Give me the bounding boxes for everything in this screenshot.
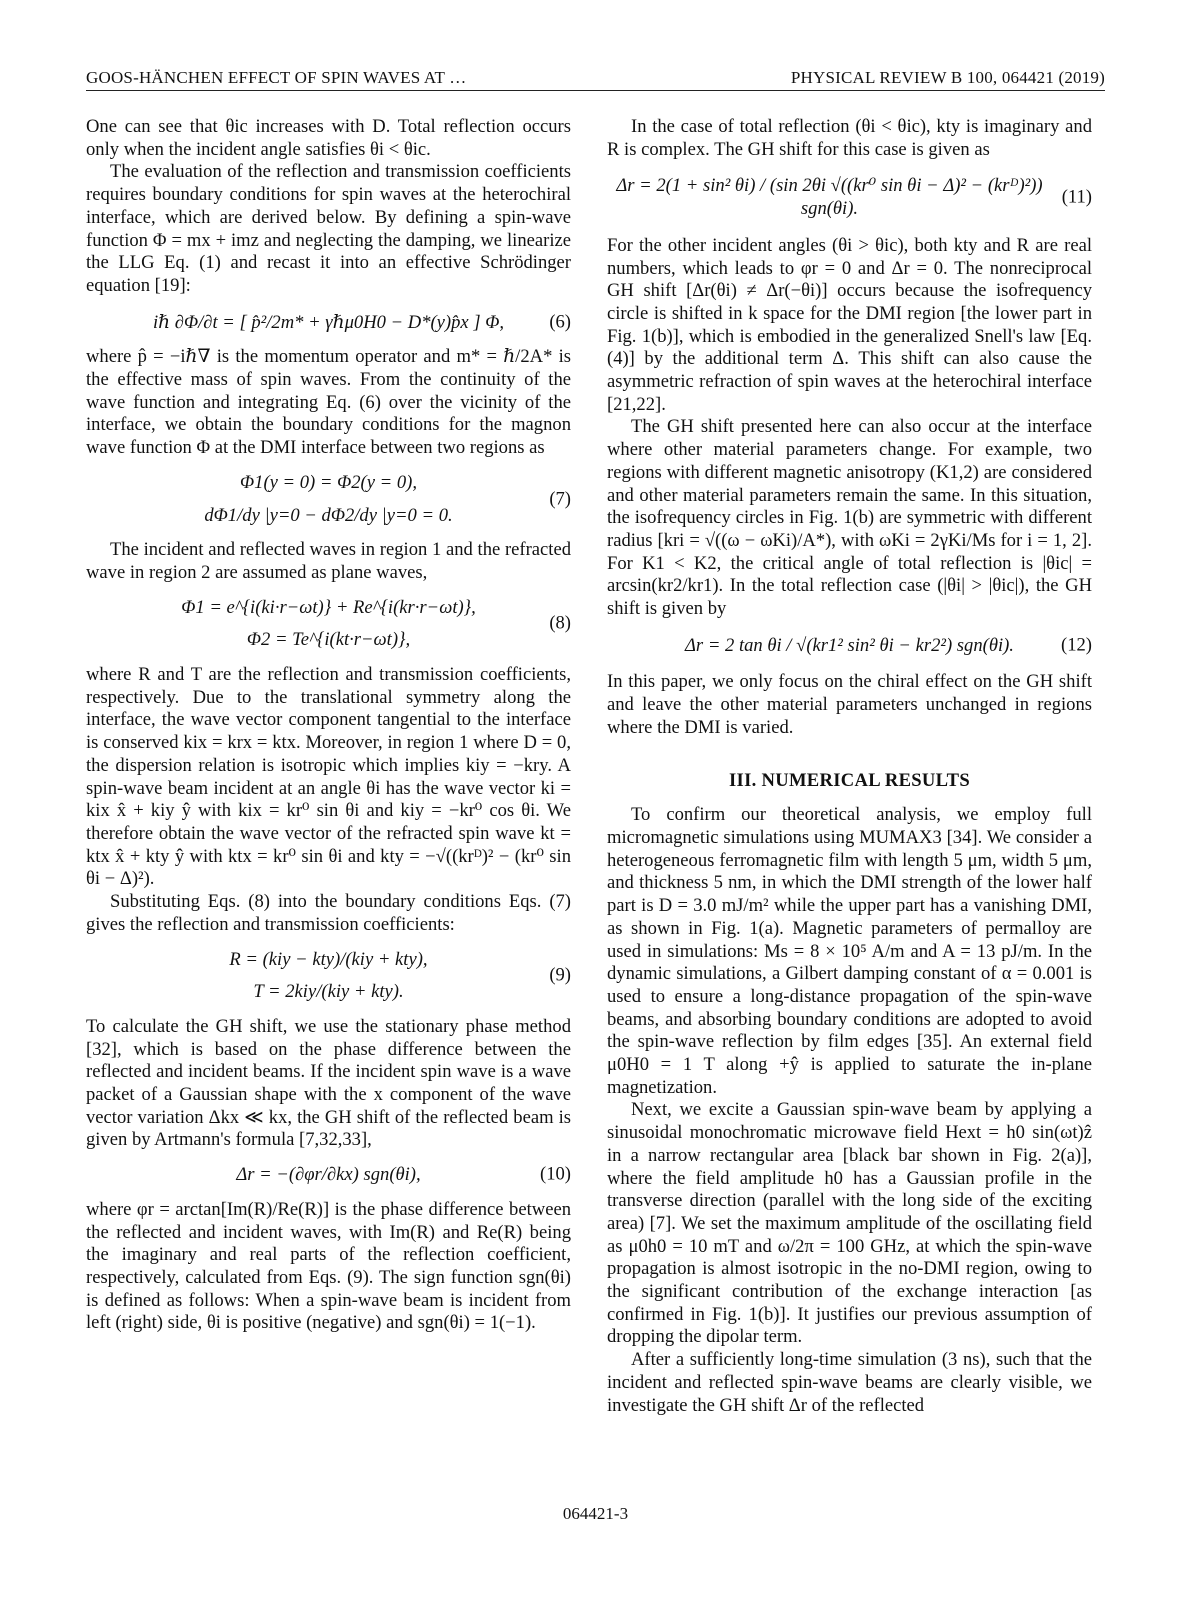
equation-body: iℏ ∂Φ/∂t = [ p̂²/2m* + γℏμ0H0 − D*(y)p̂x ] Φ,: [152, 311, 505, 333]
equation-line: R = (kiy − kty)/(kiy + kty),: [229, 948, 428, 970]
equation-line: Φ1(y = 0) = Φ2(y = 0),: [240, 471, 417, 493]
paragraph: To confirm our theoretical analysis, we employ full micromagnetic simulations using MUMAX3 [34]. We consider a heterogeneous ferromagnetic film with length 5 μm, width 5 μm, and thickness 5 nm, in which the DMI strength of the lower half part is D = 3.0 mJ/m² while the upper part has a vanishing DMI, as shown in Fig. 1(a). Magnetic parameters of permalloy are used in simulations: Ms = 8 × 10⁵ A/m and A = 13 pJ/m. In the dynamic simulations, a Gilbert damping constant of α = 0.001 is used to ensure a long-distance propagation of the spin-wave beams, and absorbing boundary conditions are adopted to avoid the spin-wave reflection by film edges [35]. An external field μ0H0 = 1 T along +ŷ is applied to saturate the in-plane magnetization.: [607, 804, 1092, 1098]
equation-6: [86, 312, 571, 335]
paragraph: For the other incident angles (θi > θic), both kty and R are real numbers, which leads to φr = 0 and Δr = 0. The nonreciprocal GH shift [Δr(θi) ≠ Δr(−θi)] occurs because the isofrequency circle is shifted in k space for the DMI region [the lower part in Fig. 1(b)], which is embodied in the generalized Snell's law [Eq. (4)] by the additional term Δ. This shift can also cause the asymmetric refraction of spin waves at the heterochiral interface [21,22].: [607, 234, 1092, 415]
equation-8: [86, 597, 571, 652]
header-title: GOOS-HÄNCHEN EFFECT OF SPIN WAVES AT …: [86, 68, 467, 87]
equation-number: (8): [549, 613, 571, 635]
running-header: [86, 66, 1105, 91]
equation-body: Δr = 2 tan θi / √(kr1² sin² θi − kr2²) sgn(θi).: [685, 634, 1014, 656]
paragraph: After a sufficiently long-time simulation (3 ns), such that the incident and reflected spin-wave beams are clearly visible, we investigate the GH shift Δr of the reflected: [607, 1349, 1092, 1416]
equation-number: (11): [1061, 186, 1092, 208]
section-heading: III. NUMERICAL RESULTS: [729, 769, 970, 791]
equation-line: Φ1 = e^{i(ki·r−ωt)} + Re^{i(kr·r−ωt)},: [181, 596, 476, 618]
equation-number: (9): [549, 964, 571, 986]
paragraph: where R and T are the reflection and transmission coefficients, respectively. Due to the translational symmetry along the interface, the wave vector component tangential to the interface is conserved kix = krx = ktx. Moreover, in region 1 where D = 0, the dispersion relation is isotropic which implies kiy = −kry. A spin-wave beam incident at an angle θi has the wave vector ki = kix x̂ + kiy ŷ with kix = kr⁰ sin θi and kiy = −kr⁰ cos θi. We therefore obtain the wave vector of the refracted spin wave kt = ktx x̂ + kty ŷ with ktx = kr⁰ sin θi and kty = −√((krᴰ)² − (kr⁰ sin θi − Δ)²).: [86, 664, 571, 890]
paragraph: To calculate the GH shift, we use the stationary phase method [32], which is based on the phase difference between the reflected and incident beams. If the incident spin wave is a wave packet of a Gaussian shape with the x component of the wave vector variation Δkx ≪ kx, the GH shift of the reflected beam is given by Artmann's formula [7,32,33],: [86, 1015, 571, 1151]
equation-line: T = 2kiy/(kiy + kty).: [253, 981, 404, 1003]
equation-11: [607, 175, 1092, 220]
equation-number: (6): [549, 311, 571, 333]
right-column: [607, 116, 1092, 1417]
paragraph: In the case of total reflection (θi < θic), kty is imaginary and R is complex. The GH shift for this case is given as: [607, 116, 1092, 160]
equation-body: Δr = −(∂φr/∂kx) sgn(θi),: [236, 1164, 421, 1186]
page-number: 064421-3: [562, 1504, 629, 1523]
paragraph: where p̂ = −iℏ∇ is the momentum operator and m* = ℏ/2A* is the effective mass of spin waves. From the continuity of the wave function and integrating Eq. (6) over the vicinity of the interface, we obtain the boundary conditions for the magnon wave function Φ at the DMI interface between two regions as: [86, 346, 571, 459]
equation-number: (12): [1061, 634, 1092, 656]
equation-7: [86, 472, 571, 527]
left-column: [86, 116, 571, 1335]
paragraph: where φr = arctan[Im(R)/Re(R)] is the phase difference between the reflected and incident waves, with Im(R) and Re(R) being the imaginary and real parts of the reflection coefficient, respectively, calculated from Eqs. (9). The sign function sgn(θi) is defined as follows: When a spin-wave beam is incident from left (right) side, θi is positive (negative) and sgn(θi) = 1(−1).: [86, 1198, 571, 1334]
equation-10: [86, 1164, 571, 1187]
equation-body: Δr = 2(1 + sin² θi) / (sin 2θi √((kr⁰ sin θi − Δ)² − (krᴰ)²)) sgn(θi).: [616, 175, 1043, 220]
equation-9: [86, 949, 571, 1004]
paragraph: Next, we excite a Gaussian spin-wave beam by applying a sinusoidal monochromatic microwave field Hext = h0 sin(ωt)ẑ in a narrow rectangular area [black bar shown in Fig. 2(a)], where the field amplitude h0 has a Gaussian profile in the transverse direction (parallel with the long side of the exciting area) [7]. We set the maximum amplitude of the oscillating field as μ0h0 = 10 mT and ω/2π = 100 GHz, at which the spin-wave propagation is almost isotropic in the no-DMI region, owing to the significant contribution of the exchange interaction [as confirmed in Fig. 1(b)]. It justifies our previous assumption of dropping the dipolar term.: [607, 1099, 1092, 1348]
paragraph: One can see that θic increases with D. Total reflection occurs only when the incident angle satisfies θi < θic.: [86, 116, 571, 160]
equation-12: [607, 635, 1092, 658]
paragraph: The incident and reflected waves in region 1 and the refracted wave in region 2 are assumed as plane waves,: [86, 539, 571, 583]
header-journal: PHYSICAL REVIEW B 100, 064421 (2019): [790, 68, 1105, 87]
paragraph: The GH shift presented here can also occur at the interface where other material parameters change. For example, two regions with different magnetic anisotropy (K1,2) are considered and other material parameters remain the same. In this situation, the isofrequency circles in Fig. 1(b) are symmetric with different radius [kri = √((ω − ωKi)/A*), with ωKi = 2γKi/Ms for i = 1, 2]. For K1 < K2, the critical angle of total reflection is |θic| = arcsin(kr2/kr1). In the total reflection case (|θi| > |θic|), the GH shift is given by: [607, 416, 1092, 620]
equation-number: (7): [549, 488, 571, 510]
equation-line: Φ2 = Te^{i(kt·r−ωt)},: [246, 629, 411, 651]
paragraph: In this paper, we only focus on the chiral effect on the GH shift and leave the other material parameters unchanged in regions where the DMI is varied.: [607, 671, 1092, 738]
equation-number: (10): [540, 1164, 571, 1186]
paragraph: Substituting Eqs. (8) into the boundary conditions Eqs. (7) gives the reflection and transmission coefficients:: [86, 891, 571, 935]
equation-line: dΦ1/dy |y=0 − dΦ2/dy |y=0 = 0.: [204, 504, 453, 526]
paragraph: The evaluation of the reflection and transmission coefficients requires boundary conditions for spin waves at the heterochiral interface, which are derived below. By defining a spin-wave function Φ = mx + imz and neglecting the damping, we linearize the LLG Eq. (1) and recast it into an effective Schrödinger equation [19]:: [86, 161, 571, 296]
